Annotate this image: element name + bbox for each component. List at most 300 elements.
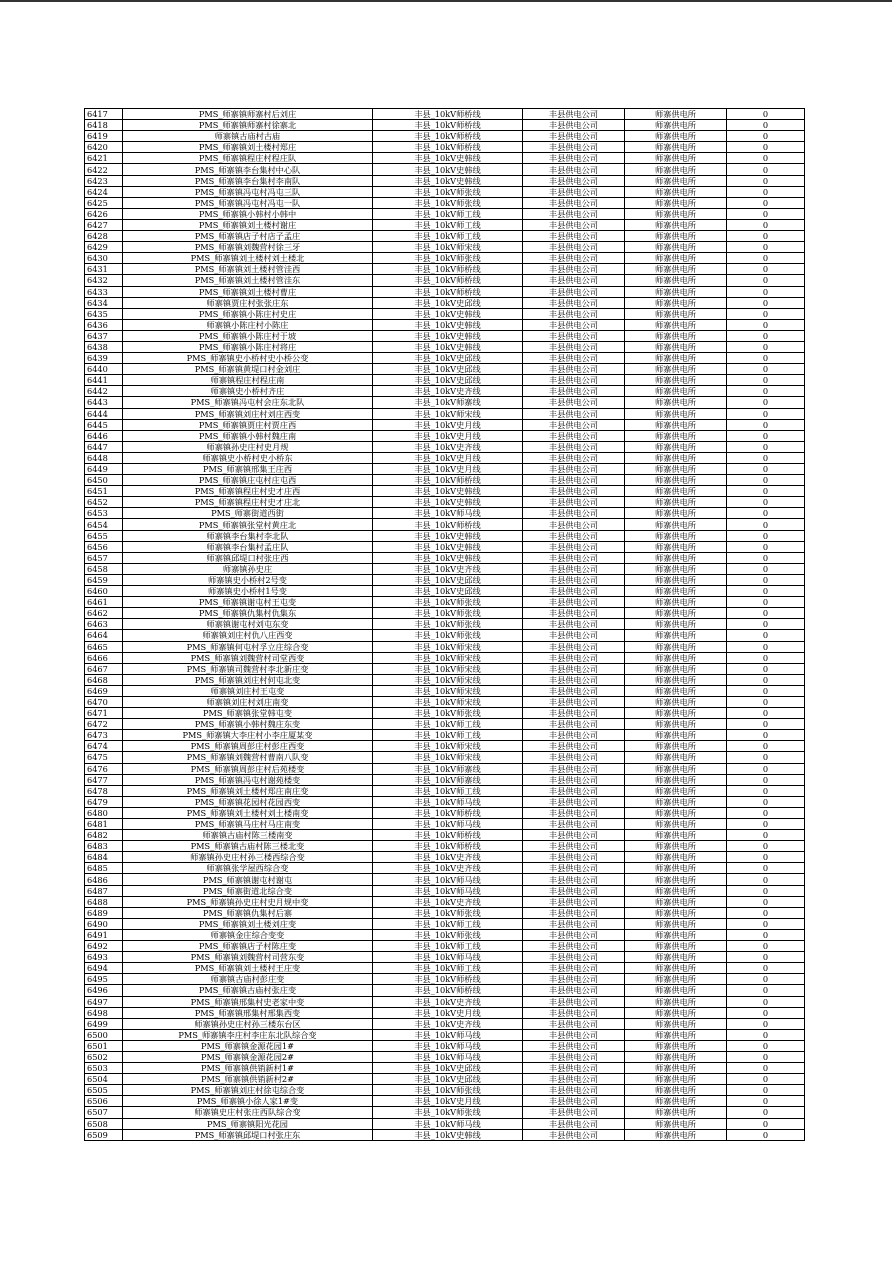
row-line-cell: 丰县_10kV师马线 bbox=[373, 1029, 523, 1040]
table-row bbox=[85, 419, 805, 430]
row-company-cell: 丰县供电公司 bbox=[523, 1029, 625, 1040]
row-company-cell: 丰县供电公司 bbox=[523, 1063, 625, 1074]
row-id-cell: 6466 bbox=[85, 652, 123, 663]
row-company-cell: 丰县供电公司 bbox=[523, 519, 625, 530]
row-line-cell: 丰县_10kV史齐线 bbox=[373, 896, 523, 907]
row-company-cell: 丰县供电公司 bbox=[523, 286, 625, 297]
row-line-cell: 丰县_10kV史邱线 bbox=[373, 1074, 523, 1085]
row-line-cell: 丰县_10kV史邱线 bbox=[373, 353, 523, 364]
table-row bbox=[85, 397, 805, 408]
row-station-cell: 师寨供电所 bbox=[625, 164, 727, 175]
row-name-cell: PMS_师寨镇师寨村徐寨北 bbox=[123, 120, 373, 131]
table-row bbox=[85, 652, 805, 663]
row-name-cell: 师寨镇金庄综合变变 bbox=[123, 929, 373, 940]
row-id-cell: 6497 bbox=[85, 996, 123, 1007]
row-line-cell: 丰县_10kV史月线 bbox=[373, 452, 523, 463]
row-id-cell: 6460 bbox=[85, 586, 123, 597]
row-company-cell: 丰县供电公司 bbox=[523, 996, 625, 1007]
table-row bbox=[85, 275, 805, 286]
table-row bbox=[85, 109, 805, 120]
row-line-cell: 丰县_10kV师马线 bbox=[373, 796, 523, 807]
table-row bbox=[85, 319, 805, 330]
row-name-cell: PMS_师寨镇金源花园2# bbox=[123, 1051, 373, 1062]
row-company-cell: 丰县供电公司 bbox=[523, 574, 625, 585]
row-id-cell: 6458 bbox=[85, 563, 123, 574]
row-station-cell: 师寨供电所 bbox=[625, 286, 727, 297]
row-company-cell: 丰县供电公司 bbox=[523, 120, 625, 131]
table-row bbox=[85, 497, 805, 508]
row-name-cell: PMS_师寨镇张堂韩屯变 bbox=[123, 708, 373, 719]
row-company-cell: 丰县供电公司 bbox=[523, 619, 625, 630]
row-line-cell: 丰县_10kV师张线 bbox=[373, 253, 523, 264]
row-company-cell: 丰县供电公司 bbox=[523, 297, 625, 308]
row-value-cell: 0 bbox=[727, 164, 805, 175]
row-line-cell: 丰县_10kV师宋线 bbox=[373, 652, 523, 663]
row-id-cell: 6467 bbox=[85, 663, 123, 674]
row-name-cell: PMS_师寨镇黄堤口村金刘庄 bbox=[123, 364, 373, 375]
row-company-cell: 丰县供电公司 bbox=[523, 719, 625, 730]
table-row bbox=[85, 219, 805, 230]
row-id-cell: 6484 bbox=[85, 852, 123, 863]
row-value-cell: 0 bbox=[727, 486, 805, 497]
row-value-cell: 0 bbox=[727, 375, 805, 386]
row-name-cell: PMS_师寨镇刘魏营村司堂西变 bbox=[123, 652, 373, 663]
table-row bbox=[85, 807, 805, 818]
row-company-cell: 丰县供电公司 bbox=[523, 641, 625, 652]
row-station-cell: 师寨供电所 bbox=[625, 1051, 727, 1062]
row-value-cell: 0 bbox=[727, 730, 805, 741]
row-value-cell: 0 bbox=[727, 341, 805, 352]
row-company-cell: 丰县供电公司 bbox=[523, 1129, 625, 1140]
row-line-cell: 丰县_10kV史韩线 bbox=[373, 530, 523, 541]
row-station-cell: 师寨供电所 bbox=[625, 386, 727, 397]
row-value-cell: 0 bbox=[727, 441, 805, 452]
row-station-cell: 师寨供电所 bbox=[625, 175, 727, 186]
row-value-cell: 0 bbox=[727, 397, 805, 408]
row-station-cell: 师寨供电所 bbox=[625, 674, 727, 685]
row-station-cell: 师寨供电所 bbox=[625, 586, 727, 597]
row-company-cell: 丰县供电公司 bbox=[523, 929, 625, 940]
row-station-cell: 师寨供电所 bbox=[625, 719, 727, 730]
row-line-cell: 丰县_10kV史月线 bbox=[373, 419, 523, 430]
table-row bbox=[85, 841, 805, 852]
table-row bbox=[85, 441, 805, 452]
row-id-cell: 6452 bbox=[85, 497, 123, 508]
row-station-cell: 师寨供电所 bbox=[625, 663, 727, 674]
table-row bbox=[85, 408, 805, 419]
row-id-cell: 6482 bbox=[85, 830, 123, 841]
row-station-cell: 师寨供电所 bbox=[625, 1129, 727, 1140]
row-id-cell: 6489 bbox=[85, 907, 123, 918]
row-company-cell: 丰县供电公司 bbox=[523, 319, 625, 330]
table-row bbox=[85, 541, 805, 552]
row-station-cell: 师寨供电所 bbox=[625, 486, 727, 497]
table-row bbox=[85, 186, 805, 197]
table-row bbox=[85, 1040, 805, 1051]
row-station-cell: 师寨供电所 bbox=[625, 630, 727, 641]
table-row bbox=[85, 1029, 805, 1040]
row-value-cell: 0 bbox=[727, 719, 805, 730]
table-row bbox=[85, 208, 805, 219]
row-value-cell: 0 bbox=[727, 131, 805, 142]
table-row bbox=[85, 364, 805, 375]
row-id-cell: 6424 bbox=[85, 186, 123, 197]
row-id-cell: 6462 bbox=[85, 608, 123, 619]
table-row bbox=[85, 142, 805, 153]
row-line-cell: 丰县_10kV师张线 bbox=[373, 1107, 523, 1118]
row-line-cell: 丰县_10kV师桥线 bbox=[373, 830, 523, 841]
row-id-cell: 6440 bbox=[85, 364, 123, 375]
row-station-cell: 师寨供电所 bbox=[625, 275, 727, 286]
row-id-cell: 6441 bbox=[85, 375, 123, 386]
row-line-cell: 丰县_10kV史邱线 bbox=[373, 1063, 523, 1074]
row-company-cell: 丰县供电公司 bbox=[523, 1118, 625, 1129]
row-station-cell: 师寨供电所 bbox=[625, 708, 727, 719]
row-company-cell: 丰县供电公司 bbox=[523, 563, 625, 574]
row-value-cell: 0 bbox=[727, 1018, 805, 1029]
row-company-cell: 丰县供电公司 bbox=[523, 1085, 625, 1096]
row-value-cell: 0 bbox=[727, 430, 805, 441]
row-name-cell: PMS_师寨镇刘魏营村曹南八队变 bbox=[123, 752, 373, 763]
table-row bbox=[85, 1074, 805, 1085]
table-row bbox=[85, 674, 805, 685]
row-company-cell: 丰县供电公司 bbox=[523, 541, 625, 552]
row-value-cell: 0 bbox=[727, 1118, 805, 1129]
row-value-cell: 0 bbox=[727, 408, 805, 419]
table-row bbox=[85, 963, 805, 974]
row-id-cell: 6444 bbox=[85, 408, 123, 419]
row-name-cell: 师寨镇邱堤口村张庄西 bbox=[123, 552, 373, 563]
row-id-cell: 6508 bbox=[85, 1118, 123, 1129]
row-station-cell: 师寨供电所 bbox=[625, 852, 727, 863]
table-row bbox=[85, 952, 805, 963]
row-id-cell: 6426 bbox=[85, 208, 123, 219]
row-value-cell: 0 bbox=[727, 508, 805, 519]
row-name-cell: PMS_师寨镇刘魏营村徐三牙 bbox=[123, 242, 373, 253]
row-name-cell: 师寨镇孙史庄村孙三楼西综合变 bbox=[123, 852, 373, 863]
row-station-cell: 师寨供电所 bbox=[625, 752, 727, 763]
row-value-cell: 0 bbox=[727, 1029, 805, 1040]
table-row bbox=[85, 1107, 805, 1118]
table-row bbox=[85, 597, 805, 608]
table-row bbox=[85, 730, 805, 741]
row-company-cell: 丰县供电公司 bbox=[523, 341, 625, 352]
row-value-cell: 0 bbox=[727, 1051, 805, 1062]
row-line-cell: 丰县_10kV师桥线 bbox=[373, 109, 523, 120]
row-line-cell: 丰县_10kV史韩线 bbox=[373, 175, 523, 186]
row-line-cell: 丰县_10kV史齐线 bbox=[373, 1018, 523, 1029]
table-row bbox=[85, 708, 805, 719]
table-row bbox=[85, 1063, 805, 1074]
row-name-cell: PMS_师寨镇邢集村邢集西变 bbox=[123, 1007, 373, 1018]
row-station-cell: 师寨供电所 bbox=[625, 563, 727, 574]
row-id-cell: 6476 bbox=[85, 763, 123, 774]
row-id-cell: 6480 bbox=[85, 807, 123, 818]
row-company-cell: 丰县供电公司 bbox=[523, 530, 625, 541]
row-company-cell: 丰县供电公司 bbox=[523, 486, 625, 497]
row-name-cell: 师寨镇程庄村程庄南 bbox=[123, 375, 373, 386]
row-station-cell: 师寨供电所 bbox=[625, 785, 727, 796]
row-name-cell: PMS_师寨镇小韩村小韩中 bbox=[123, 208, 373, 219]
row-station-cell: 师寨供电所 bbox=[625, 641, 727, 652]
row-line-cell: 丰县_10kV史韩线 bbox=[373, 486, 523, 497]
row-id-cell: 6473 bbox=[85, 730, 123, 741]
row-value-cell: 0 bbox=[727, 674, 805, 685]
table-row bbox=[85, 619, 805, 630]
row-station-cell: 师寨供电所 bbox=[625, 597, 727, 608]
table-row bbox=[85, 308, 805, 319]
table-row bbox=[85, 475, 805, 486]
row-station-cell: 师寨供电所 bbox=[625, 1118, 727, 1129]
row-name-cell: PMS_师寨镇李台集村李南队 bbox=[123, 175, 373, 186]
row-value-cell: 0 bbox=[727, 364, 805, 375]
row-name-cell: PMS_师寨镇小陈庄村史庄 bbox=[123, 308, 373, 319]
row-station-cell: 师寨供电所 bbox=[625, 452, 727, 463]
table-row bbox=[85, 120, 805, 131]
row-value-cell: 0 bbox=[727, 1063, 805, 1074]
row-company-cell: 丰县供电公司 bbox=[523, 774, 625, 785]
row-company-cell: 丰县供电公司 bbox=[523, 219, 625, 230]
table-row bbox=[85, 1018, 805, 1029]
row-name-cell: 师寨镇李台集村孟庄队 bbox=[123, 541, 373, 552]
table-row bbox=[85, 918, 805, 929]
row-company-cell: 丰县供电公司 bbox=[523, 475, 625, 486]
row-name-cell: PMS_师寨街道西街 bbox=[123, 508, 373, 519]
row-company-cell: 丰县供电公司 bbox=[523, 464, 625, 475]
row-name-cell: 师寨镇刘庄村王屯变 bbox=[123, 685, 373, 696]
row-station-cell: 师寨供电所 bbox=[625, 441, 727, 452]
row-id-cell: 6464 bbox=[85, 630, 123, 641]
row-value-cell: 0 bbox=[727, 330, 805, 341]
row-name-cell: PMS_师寨镇周彭庄村彭庄西变 bbox=[123, 741, 373, 752]
row-line-cell: 丰县_10kV师桥线 bbox=[373, 275, 523, 286]
row-station-cell: 师寨供电所 bbox=[625, 419, 727, 430]
row-station-cell: 师寨供电所 bbox=[625, 830, 727, 841]
row-company-cell: 丰县供电公司 bbox=[523, 952, 625, 963]
row-station-cell: 师寨供电所 bbox=[625, 774, 727, 785]
row-name-cell: PMS_师寨镇庄屯村庄屯西 bbox=[123, 475, 373, 486]
row-value-cell: 0 bbox=[727, 186, 805, 197]
row-value-cell: 0 bbox=[727, 929, 805, 940]
row-id-cell: 6490 bbox=[85, 918, 123, 929]
row-station-cell: 师寨供电所 bbox=[625, 1085, 727, 1096]
row-line-cell: 丰县_10kV师马线 bbox=[373, 1051, 523, 1062]
row-company-cell: 丰县供电公司 bbox=[523, 1007, 625, 1018]
row-value-cell: 0 bbox=[727, 242, 805, 253]
row-station-cell: 师寨供电所 bbox=[625, 297, 727, 308]
row-line-cell: 丰县_10kV史齐线 bbox=[373, 441, 523, 452]
row-value-cell: 0 bbox=[727, 841, 805, 852]
row-name-cell: 师寨镇史庄村张庄西队综合变 bbox=[123, 1107, 373, 1118]
row-id-cell: 6471 bbox=[85, 708, 123, 719]
row-name-cell: PMS_师寨镇贾庄村贾庄西 bbox=[123, 419, 373, 430]
row-name-cell: PMS_师寨镇小陈庄村于坡 bbox=[123, 330, 373, 341]
row-company-cell: 丰县供电公司 bbox=[523, 1096, 625, 1107]
table-row bbox=[85, 452, 805, 463]
row-value-cell: 0 bbox=[727, 796, 805, 807]
row-value-cell: 0 bbox=[727, 219, 805, 230]
row-line-cell: 丰县_10kV史韩线 bbox=[373, 552, 523, 563]
row-value-cell: 0 bbox=[727, 109, 805, 120]
row-id-cell: 6502 bbox=[85, 1051, 123, 1062]
row-value-cell: 0 bbox=[727, 197, 805, 208]
row-value-cell: 0 bbox=[727, 785, 805, 796]
row-line-cell: 丰县_10kV师工线 bbox=[373, 963, 523, 974]
row-line-cell: 丰县_10kV师寨线 bbox=[373, 397, 523, 408]
row-line-cell: 丰县_10kV师寨线 bbox=[373, 763, 523, 774]
row-line-cell: 丰县_10kV师宋线 bbox=[373, 752, 523, 763]
row-line-cell: 丰县_10kV师宋线 bbox=[373, 641, 523, 652]
row-station-cell: 师寨供电所 bbox=[625, 819, 727, 830]
page-top-border bbox=[0, 0, 892, 2]
row-company-cell: 丰县供电公司 bbox=[523, 242, 625, 253]
row-value-cell: 0 bbox=[727, 308, 805, 319]
table-row bbox=[85, 785, 805, 796]
row-value-cell: 0 bbox=[727, 863, 805, 874]
table-row bbox=[85, 530, 805, 541]
row-name-cell: PMS_师寨镇刘庄村何屯北变 bbox=[123, 674, 373, 685]
row-station-cell: 师寨供电所 bbox=[625, 364, 727, 375]
row-line-cell: 丰县_10kV师宋线 bbox=[373, 408, 523, 419]
row-line-cell: 丰县_10kV师工线 bbox=[373, 730, 523, 741]
row-station-cell: 师寨供电所 bbox=[625, 508, 727, 519]
row-id-cell: 6478 bbox=[85, 785, 123, 796]
row-name-cell: PMS_师寨镇金源花园1# bbox=[123, 1040, 373, 1051]
row-station-cell: 师寨供电所 bbox=[625, 519, 727, 530]
row-company-cell: 丰县供电公司 bbox=[523, 109, 625, 120]
table-row bbox=[85, 630, 805, 641]
row-name-cell: PMS_师寨镇李庄村李庄东北队综合变 bbox=[123, 1029, 373, 1040]
row-station-cell: 师寨供电所 bbox=[625, 796, 727, 807]
row-line-cell: 丰县_10kV师张线 bbox=[373, 1085, 523, 1096]
table-row bbox=[85, 464, 805, 475]
row-name-cell: PMS_师寨镇程庄村程庄队 bbox=[123, 153, 373, 164]
table-row bbox=[85, 763, 805, 774]
row-station-cell: 师寨供电所 bbox=[625, 941, 727, 952]
row-value-cell: 0 bbox=[727, 419, 805, 430]
row-value-cell: 0 bbox=[727, 918, 805, 929]
table-row bbox=[85, 663, 805, 674]
row-id-cell: 6499 bbox=[85, 1018, 123, 1029]
row-id-cell: 6435 bbox=[85, 308, 123, 319]
row-id-cell: 6509 bbox=[85, 1129, 123, 1140]
row-id-cell: 6449 bbox=[85, 464, 123, 475]
row-line-cell: 丰县_10kV史韩线 bbox=[373, 1129, 523, 1140]
row-name-cell: 师寨镇李台集村李北队 bbox=[123, 530, 373, 541]
row-id-cell: 6443 bbox=[85, 397, 123, 408]
row-station-cell: 师寨供电所 bbox=[625, 1040, 727, 1051]
row-name-cell: PMS_师寨镇程庄村史才庄西 bbox=[123, 486, 373, 497]
row-station-cell: 师寨供电所 bbox=[625, 341, 727, 352]
row-id-cell: 6500 bbox=[85, 1029, 123, 1040]
row-name-cell: PMS_师寨镇仇集村后寨 bbox=[123, 907, 373, 918]
row-name-cell: PMS_师寨镇冯屯村会庄东北队 bbox=[123, 397, 373, 408]
row-name-cell: PMS_师寨镇刘土楼村郑庄南庄变 bbox=[123, 785, 373, 796]
row-company-cell: 丰县供电公司 bbox=[523, 819, 625, 830]
row-value-cell: 0 bbox=[727, 974, 805, 985]
row-id-cell: 6429 bbox=[85, 242, 123, 253]
row-company-cell: 丰县供电公司 bbox=[523, 663, 625, 674]
row-name-cell: PMS_师寨镇阳光花园 bbox=[123, 1118, 373, 1129]
table-row bbox=[85, 297, 805, 308]
row-id-cell: 6485 bbox=[85, 863, 123, 874]
table-row bbox=[85, 863, 805, 874]
row-line-cell: 丰县_10kV师工线 bbox=[373, 918, 523, 929]
row-name-cell: PMS_师寨镇刘庄村刘庄西变 bbox=[123, 408, 373, 419]
row-company-cell: 丰县供电公司 bbox=[523, 685, 625, 696]
row-value-cell: 0 bbox=[727, 619, 805, 630]
row-station-cell: 师寨供电所 bbox=[625, 153, 727, 164]
row-line-cell: 丰县_10kV师工线 bbox=[373, 941, 523, 952]
row-company-cell: 丰县供电公司 bbox=[523, 896, 625, 907]
row-value-cell: 0 bbox=[727, 286, 805, 297]
row-line-cell: 丰县_10kV师马线 bbox=[373, 952, 523, 963]
table-row bbox=[85, 641, 805, 652]
row-station-cell: 师寨供电所 bbox=[625, 1107, 727, 1118]
row-station-cell: 师寨供电所 bbox=[625, 131, 727, 142]
row-value-cell: 0 bbox=[727, 708, 805, 719]
row-name-cell: PMS_师寨镇供销新村2# bbox=[123, 1074, 373, 1085]
row-station-cell: 师寨供电所 bbox=[625, 375, 727, 386]
row-id-cell: 6486 bbox=[85, 874, 123, 885]
row-name-cell: PMS_师寨镇刘土楼刘庄变 bbox=[123, 918, 373, 929]
table-row bbox=[85, 896, 805, 907]
table-row bbox=[85, 696, 805, 707]
row-name-cell: PMS_师寨镇冯屯村谢苑楼变 bbox=[123, 774, 373, 785]
row-line-cell: 丰县_10kV史邱线 bbox=[373, 364, 523, 375]
row-station-cell: 师寨供电所 bbox=[625, 574, 727, 585]
row-company-cell: 丰县供电公司 bbox=[523, 408, 625, 419]
row-value-cell: 0 bbox=[727, 175, 805, 186]
row-name-cell: 师寨镇古庙村陈三楼南变 bbox=[123, 830, 373, 841]
row-station-cell: 师寨供电所 bbox=[625, 619, 727, 630]
row-id-cell: 6487 bbox=[85, 885, 123, 896]
table-row bbox=[85, 353, 805, 364]
table-row bbox=[85, 131, 805, 142]
row-value-cell: 0 bbox=[727, 142, 805, 153]
row-value-cell: 0 bbox=[727, 1074, 805, 1085]
row-company-cell: 丰县供电公司 bbox=[523, 652, 625, 663]
row-company-cell: 丰县供电公司 bbox=[523, 397, 625, 408]
row-line-cell: 丰县_10kV师桥线 bbox=[373, 264, 523, 275]
row-name-cell: 师寨镇古庙村彭庄变 bbox=[123, 974, 373, 985]
row-value-cell: 0 bbox=[727, 952, 805, 963]
row-company-cell: 丰县供电公司 bbox=[523, 275, 625, 286]
row-value-cell: 0 bbox=[727, 874, 805, 885]
row-value-cell: 0 bbox=[727, 630, 805, 641]
row-value-cell: 0 bbox=[727, 1040, 805, 1051]
table-row bbox=[85, 996, 805, 1007]
table-row bbox=[85, 286, 805, 297]
row-company-cell: 丰县供电公司 bbox=[523, 1040, 625, 1051]
row-value-cell: 0 bbox=[727, 741, 805, 752]
row-company-cell: 丰县供电公司 bbox=[523, 175, 625, 186]
row-company-cell: 丰县供电公司 bbox=[523, 231, 625, 242]
row-line-cell: 丰县_10kV师桥线 bbox=[373, 519, 523, 530]
row-company-cell: 丰县供电公司 bbox=[523, 830, 625, 841]
row-id-cell: 6491 bbox=[85, 929, 123, 940]
row-line-cell: 丰县_10kV师张线 bbox=[373, 619, 523, 630]
row-id-cell: 6431 bbox=[85, 264, 123, 275]
row-name-cell: PMS_师寨镇小韩村魏庄南 bbox=[123, 430, 373, 441]
row-station-cell: 师寨供电所 bbox=[625, 896, 727, 907]
row-station-cell: 师寨供电所 bbox=[625, 807, 727, 818]
row-name-cell: PMS_师寨镇马庄村马庄南变 bbox=[123, 819, 373, 830]
row-line-cell: 丰县_10kV史月线 bbox=[373, 1007, 523, 1018]
row-station-cell: 师寨供电所 bbox=[625, 253, 727, 264]
table-row bbox=[85, 1129, 805, 1140]
row-line-cell: 丰县_10kV师桥线 bbox=[373, 807, 523, 818]
